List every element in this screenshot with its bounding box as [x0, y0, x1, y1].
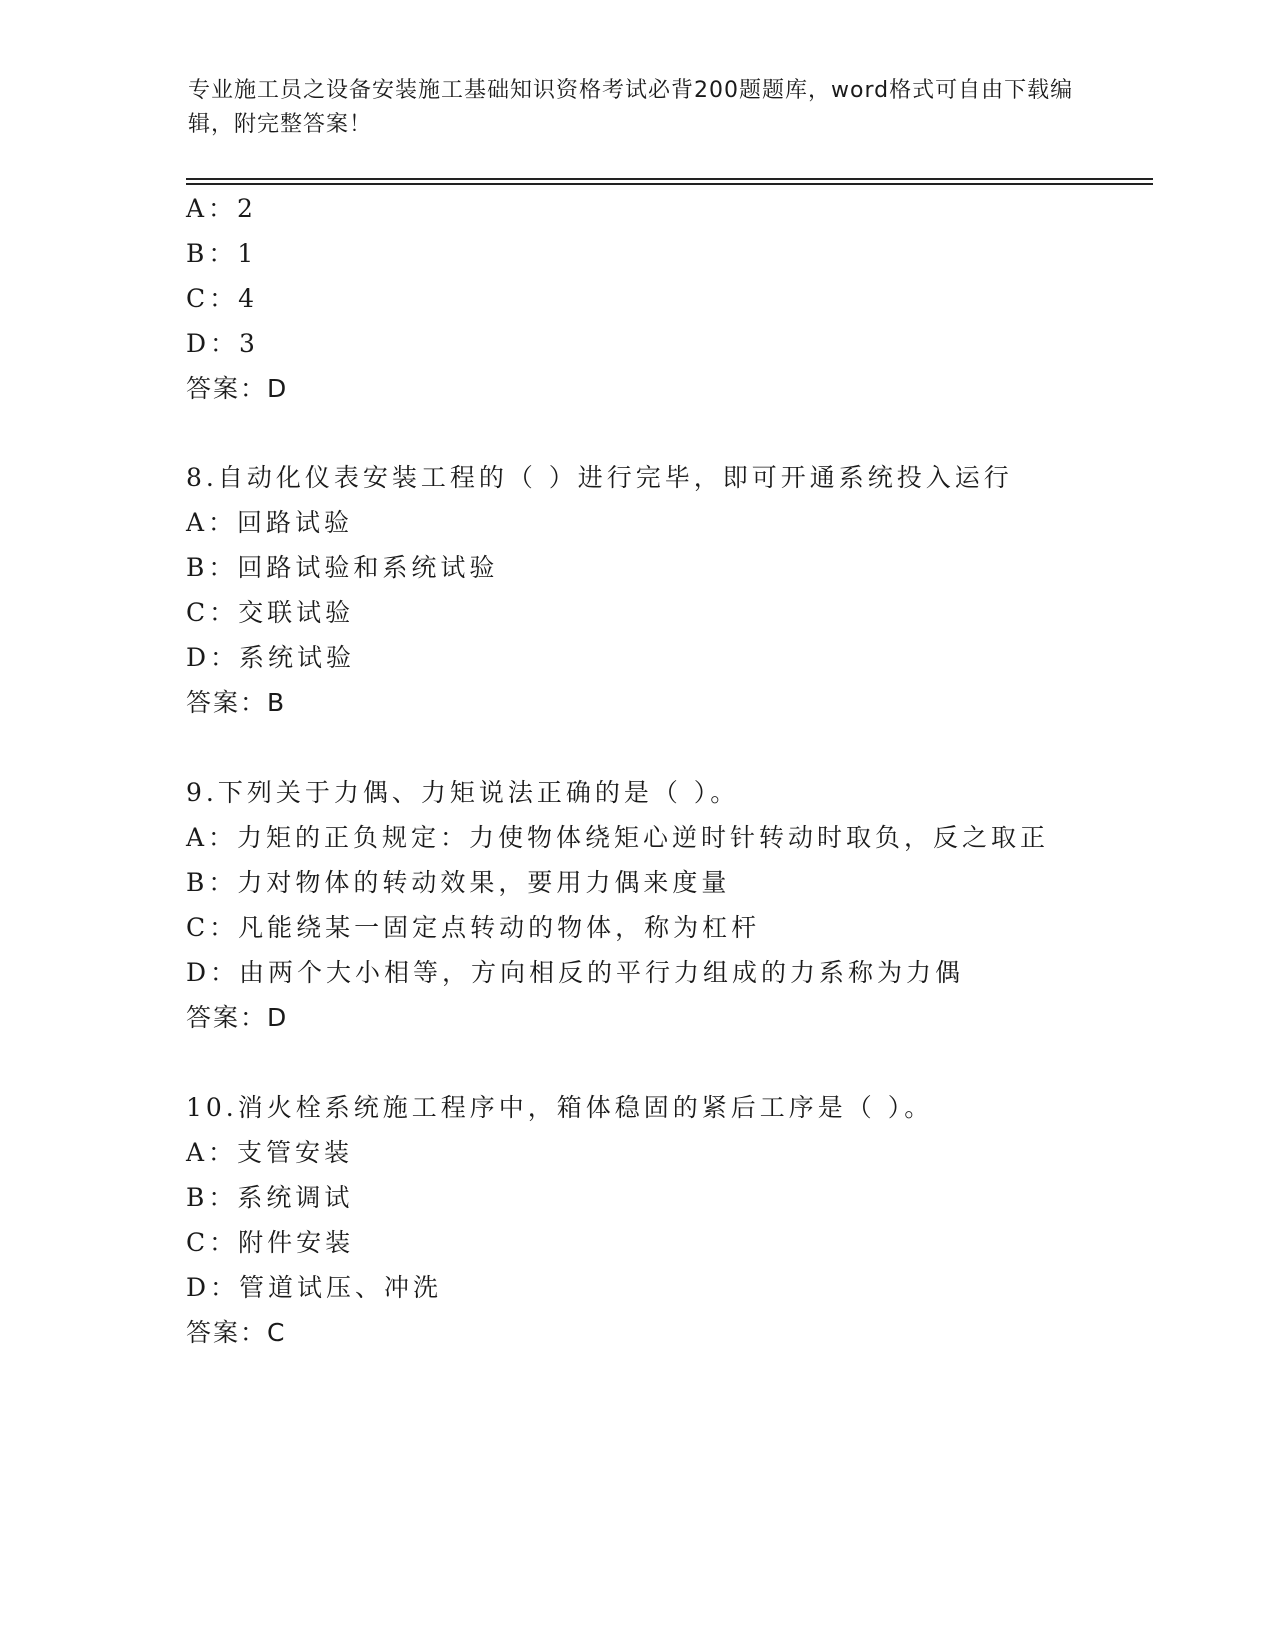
question-9-option-d: D：由两个大小相等，方向相反的平行力组成的力系称为力偶	[186, 958, 965, 987]
question-9-stem: 9.下列关于力偶、力矩说法正确的是（ ）。	[186, 778, 740, 807]
header-divider-bottom	[186, 183, 1153, 185]
prev-option-d: D：3	[186, 329, 259, 358]
document-header-title: 专业施工员之设备安装施工基础知识资格考试必背200题题库，word格式可自由下载编辑，附完整答案！	[188, 78, 1074, 137]
prev-answer: 答案：D	[186, 374, 289, 403]
question-10-option-d: D：管道试压、冲洗	[186, 1273, 443, 1302]
question-9-option-c: C：凡能绕某一固定点转动的物体，称为杠杆	[186, 913, 761, 942]
question-10-answer: 答案：C	[186, 1318, 287, 1347]
prev-option-c: C：4	[186, 284, 259, 313]
header-divider-top	[186, 178, 1153, 180]
question-10-option-a: A：支管安装	[186, 1138, 354, 1167]
question-9-option-b: B：力对物体的转动效果，要用力偶来度量	[186, 868, 731, 897]
question-10-option-b: B：系统调试	[186, 1183, 354, 1212]
question-10-stem: 10.消火栓系统施工程序中，箱体稳固的紧后工序是（ ）。	[186, 1093, 934, 1122]
question-8-option-a: A：回路试验	[186, 508, 354, 537]
question-8-answer: 答案：B	[186, 688, 287, 717]
prev-option-a: A：2	[186, 194, 257, 223]
question-8-option-b: B：回路试验和系统试验	[186, 553, 499, 582]
question-8-stem: 8.自动化仪表安装工程的（ ）进行完毕，即可开通系统投入运行	[186, 463, 1013, 492]
question-8-option-d: D：系统试验	[186, 643, 356, 672]
prev-option-b: B：1	[186, 239, 258, 268]
question-9-answer: 答案：D	[186, 1003, 289, 1032]
question-10-option-c: C：附件安装	[186, 1228, 355, 1257]
question-9-option-a: A：力矩的正负规定：力使物体绕矩心逆时针转动时取负，反之取正	[186, 823, 1050, 852]
question-8-option-c: C：交联试验	[186, 598, 355, 627]
